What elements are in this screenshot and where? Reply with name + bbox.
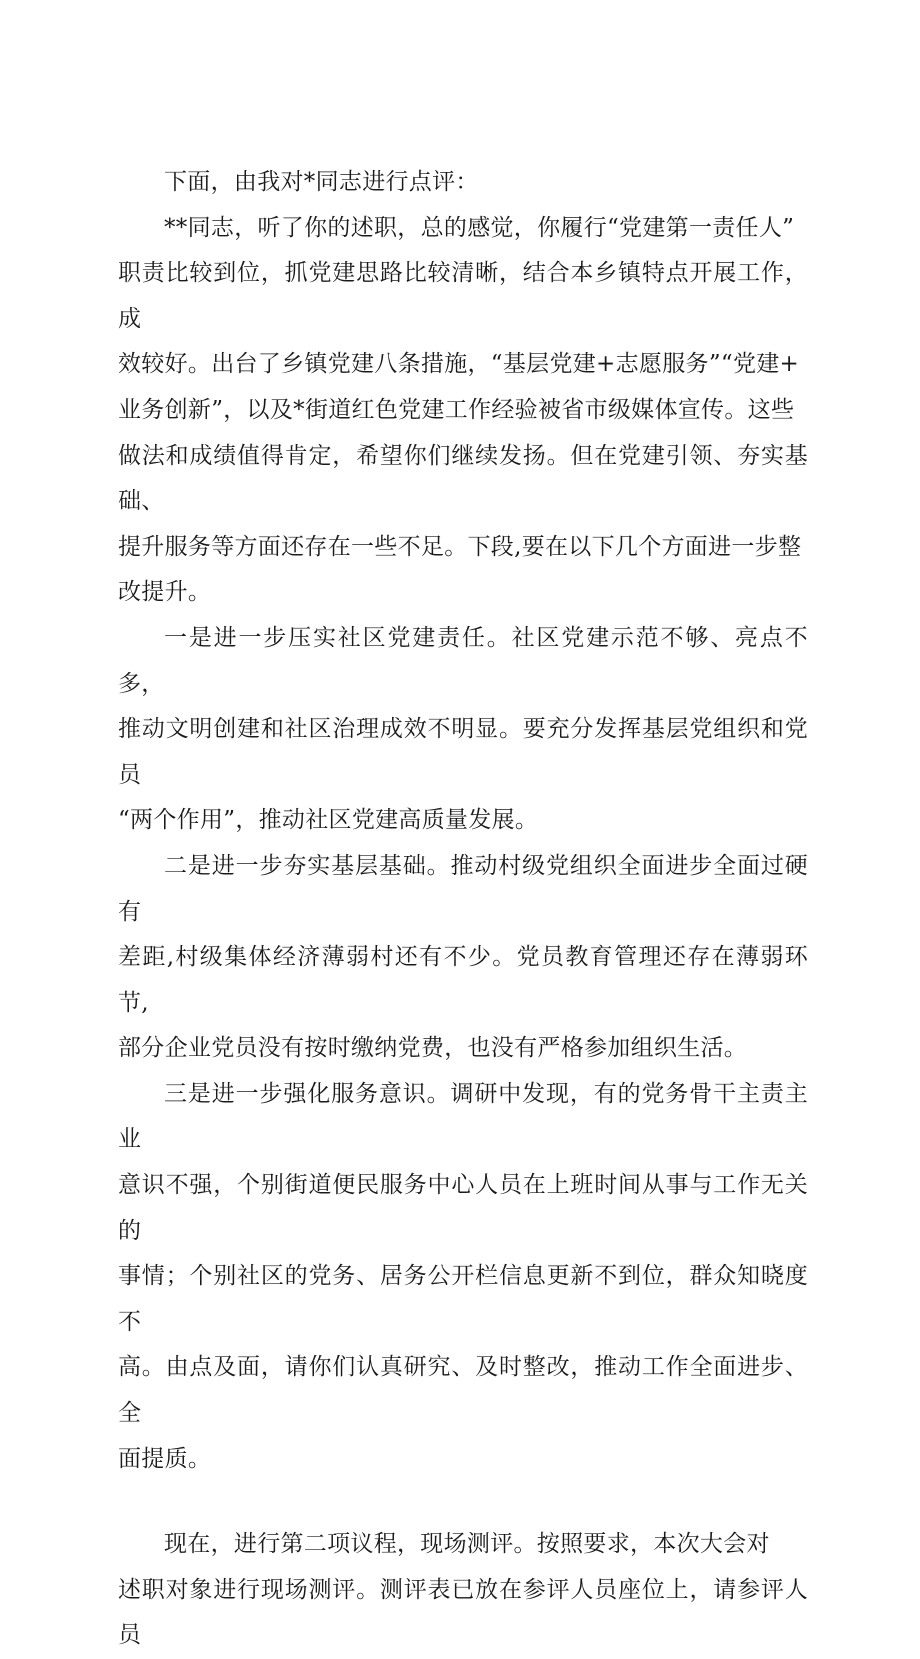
paragraph-overall-comment: **同志，听了你的述职，总的感觉，你履行“党建第一责任人” 职责比较到位，抓党建思路比较清晰，结合本乡镇特点开展工作，成 效较好。出台了乡镇党建八条措施，“基层党建+志愿服务”“党建+ 业务创新”，以及*街道红色党建工作经验被省市级媒体宣传。这些 做法和成绩值得肯定，希望你们继续发扬。但在党建引领、夯实基础、 提升服务等方面还存在一些不足。下段,要在以下几个方面进一步整 改提升。 xyxy=(118,214,808,606)
paragraph-intro: 下面，由我对*同志进行点评： xyxy=(164,169,479,195)
paragraph-next-agenda: 现在，进行第二项议程，现场测评。按照要求，本次大会对 述职对象进行现场测评。测评表已放在参评人员座位上，请参评人员 xyxy=(118,1531,808,1649)
paragraph-point-one: 一是进一步压实社区党建责任。社区党建示范不够、亮点不多， 推动文明创建和社区治理成效不明显。要充分发挥基层党组织和党员 “两个作用”，推动社区党建高质量发展。 xyxy=(118,624,808,834)
section-spacer xyxy=(118,1482,808,1522)
paragraph-point-two: 二是进一步夯实基层基础。推动村级党组织全面进步全面过硬有 差距,村级集体经济薄弱村还有不少。党员教育管理还存在薄弱环节, 部分企业党员没有按时缴纳党费，也没有严格参加组织生活。 xyxy=(118,852,808,1062)
document-body xyxy=(118,160,808,1659)
paragraph-point-three: 三是进一步强化服务意识。调研中发现，有的党务骨干主责主业 意识不强，个别街道便民服务中心人员在上班时间从事与工作无关的 事情；个别社区的党务、居务公开栏信息更新不到位，群众知晓度不 高。由点及面，请你们认真研究、及时整改，推动工作全面进步、全 面提质。 xyxy=(118,1080,808,1472)
